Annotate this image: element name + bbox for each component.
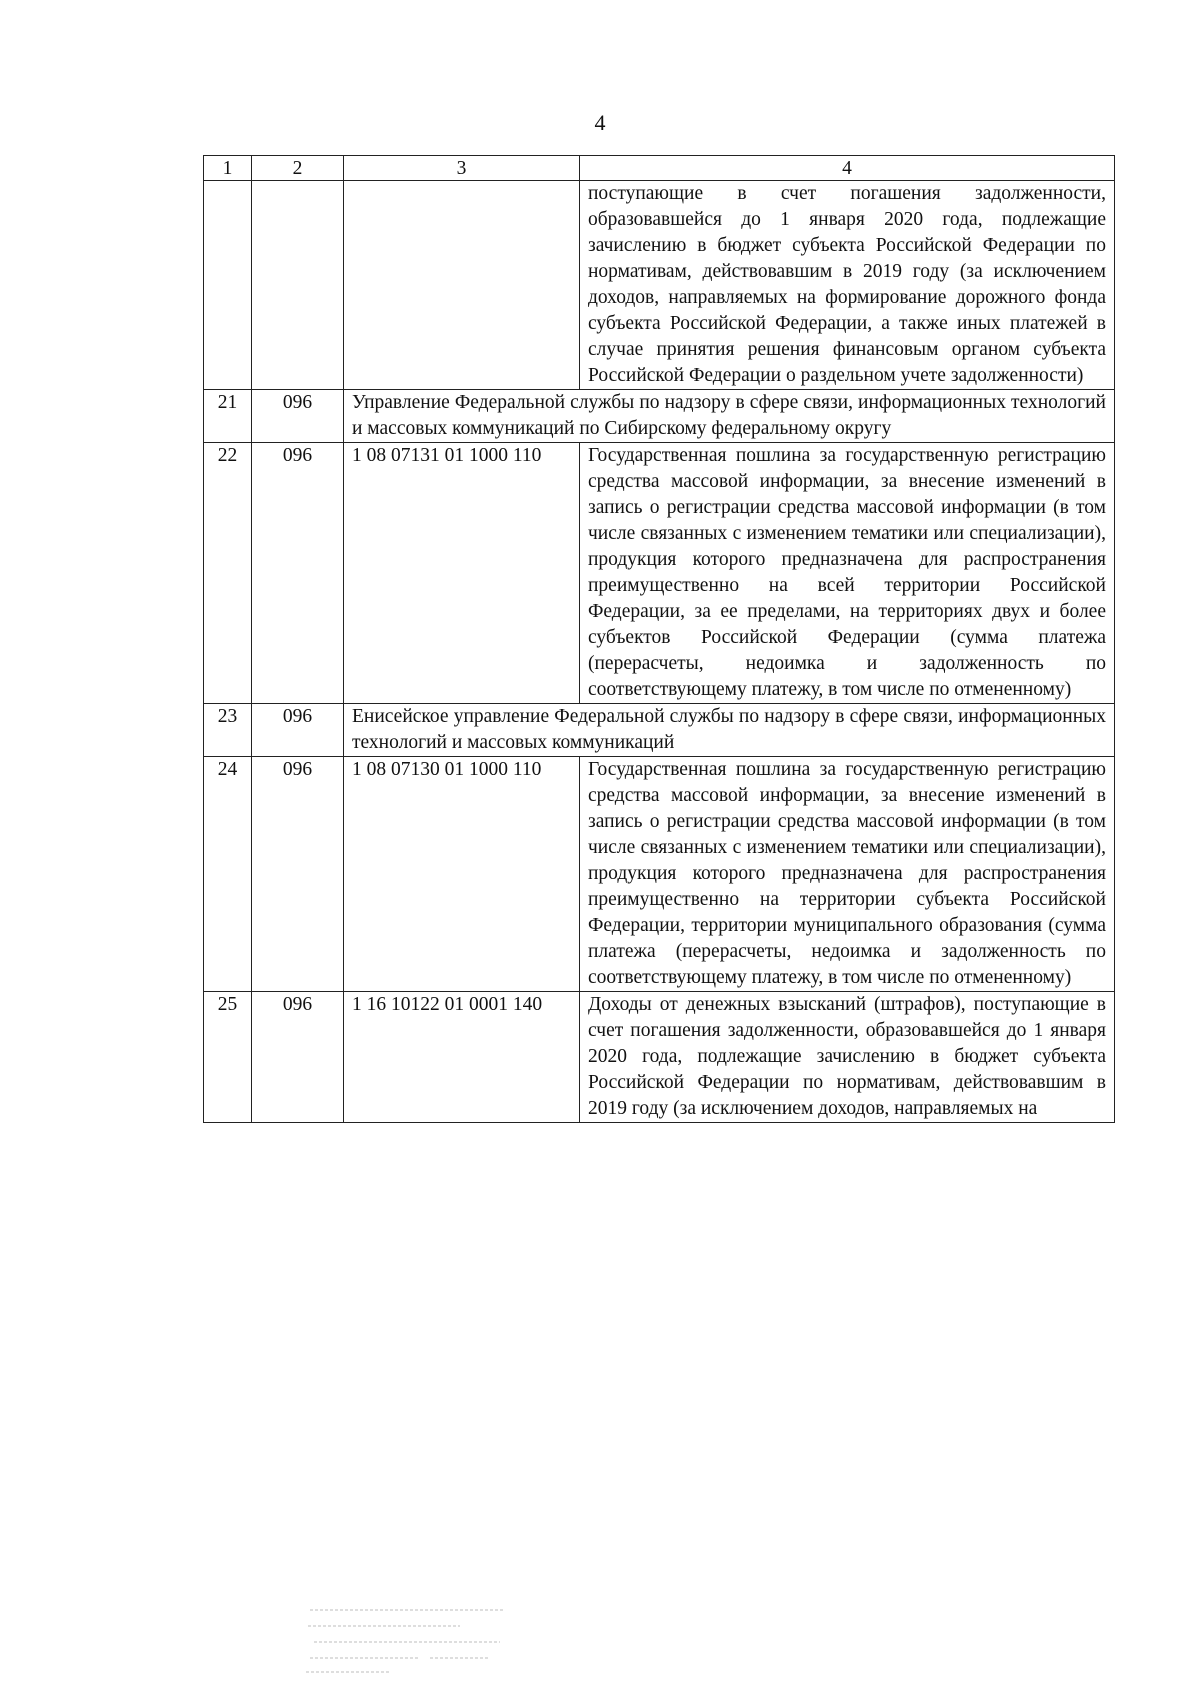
row-number-cell: 21 xyxy=(204,390,252,443)
page-number: 4 xyxy=(594,110,606,135)
admin-code-cell: 096 xyxy=(252,704,344,757)
row-number-cell: 23 xyxy=(204,704,252,757)
header-row xyxy=(204,156,1115,181)
table-row xyxy=(204,992,1115,1123)
admin-code-cell xyxy=(252,181,344,390)
row-number-cell xyxy=(204,181,252,390)
admin-code-cell: 096 xyxy=(252,992,344,1123)
header-col-1: 1 xyxy=(204,156,252,181)
administrator-name-cell: Управление Федеральной службы по надзору в сфере связи, информационных технологий и массовых коммуникаций по Сибирскому федеральному округу xyxy=(344,390,1115,443)
table-row xyxy=(204,443,1115,704)
table-row xyxy=(204,390,1115,443)
budget-code-cell: 1 08 07131 01 1000 110 xyxy=(344,443,580,704)
header-col-3: 3 xyxy=(344,156,580,181)
admin-code-cell: 096 xyxy=(252,443,344,704)
row-number-cell: 25 xyxy=(204,992,252,1123)
budget-code-cell: 1 16 10122 01 0001 140 xyxy=(344,992,580,1123)
budget-code-cell xyxy=(344,181,580,390)
table-row xyxy=(204,757,1115,992)
table-row xyxy=(204,704,1115,757)
admin-code-cell: 096 xyxy=(252,390,344,443)
row-number-cell: 24 xyxy=(204,757,252,992)
description-cell: поступающие в счет погашения задолженности, образовавшейся до 1 января 2020 года, подлежащие зачислению в бюджет субъекта Российской Федерации по нормативам, действовавшим в 2019 году (за исключением доходов, направляемых на формирование дорожного фонда субъекта Российской Федерации, а также иных платежей в случае принятия решения финансовым органом субъекта Российской Федерации о раздельном учете задолженности) xyxy=(580,181,1115,390)
administrator-name-cell: Енисейское управление Федеральной службы по надзору в сфере связи, информационных технологий и массовых коммуникаций xyxy=(344,704,1115,757)
table-body xyxy=(204,181,1115,1123)
description-cell: Государственная пошлина за государственную регистрацию средства массовой информации, за внесение изменений в запись о регистрации средства массовой информации (в том числе связанных с изменением тематики или специализации), продукция которого предназначена для распространения преимущественно на территории субъекта Российской Федерации, территории муниципального образования (сумма платежа (перерасчеты, недоимка и задолженность по соответствующему платежу, в том числе по отмененному) xyxy=(580,757,1115,992)
description-cell: Доходы от денежных взысканий (штрафов), поступающие в счет погашения задолженности, образовавшейся до 1 января 2020 года, подлежащие зачислению в бюджет субъекта Российской Федерации по нормативам, действовавшим в 2019 году (за исключением доходов, направляемых на xyxy=(580,992,1115,1123)
header-col-4: 4 xyxy=(580,156,1115,181)
budget-code-cell: 1 08 07130 01 1000 110 xyxy=(344,757,580,992)
row-number-cell: 22 xyxy=(204,443,252,704)
table-header xyxy=(204,156,1115,181)
admin-code-cell: 096 xyxy=(252,757,344,992)
budget-classification-table xyxy=(203,155,1115,1123)
faded-stamp-mark xyxy=(300,1598,520,1678)
header-col-2: 2 xyxy=(252,156,344,181)
description-cell: Государственная пошлина за государственную регистрацию средства массовой информации, за внесение изменений в запись о регистрации средства массовой информации (в том числе связанных с изменением тематики или специализации), продукция которого предназначена для распространения преимущественно на всей территории Российской Федерации, за ее пределами, на территориях двух и более субъектов Российской Федерации (сумма платежа (перерасчеты, недоимка и задолженность по соответствующему платежу, в том числе по отмененному) xyxy=(580,443,1115,704)
continuation-row xyxy=(204,181,1115,390)
